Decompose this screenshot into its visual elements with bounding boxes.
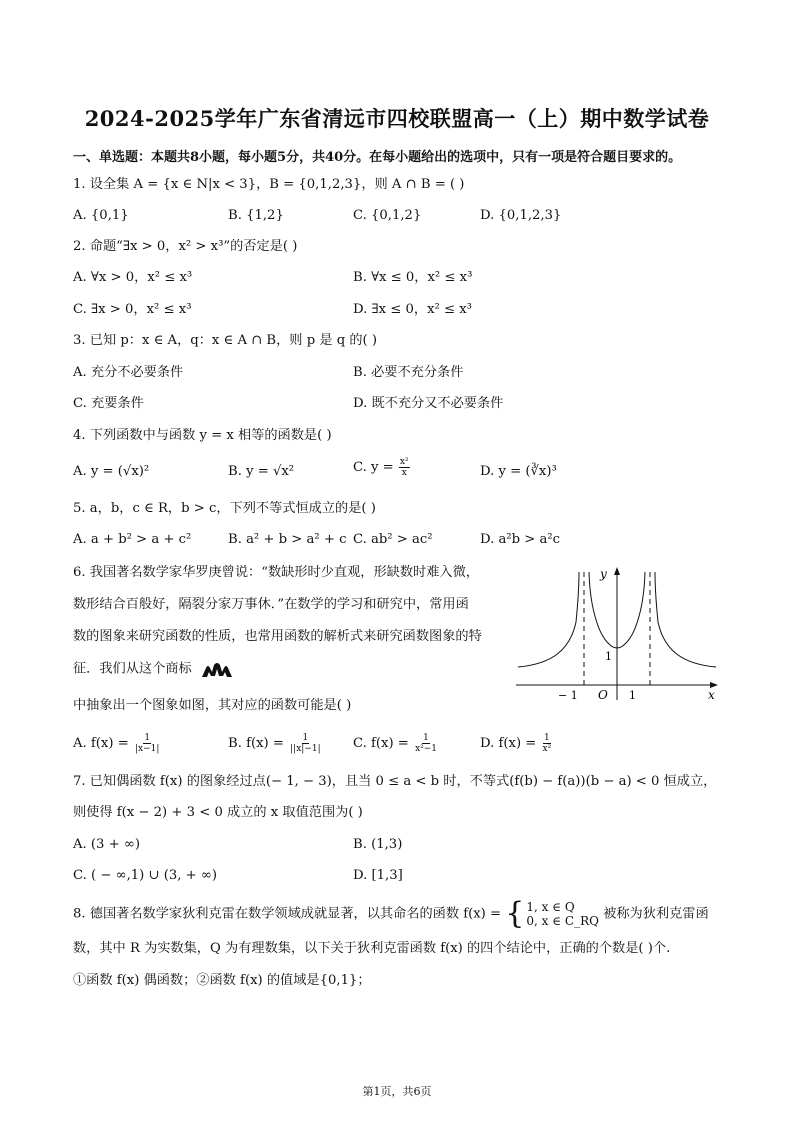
question-1-option-c: C. {0,1,2} [353, 208, 422, 223]
graph-label-origin: O [598, 688, 608, 702]
question-3-option-b: B. 必要不充分条件 [353, 365, 464, 380]
cases [526, 900, 599, 928]
question-6-option-d [480, 733, 553, 754]
question-1-stem: 1. 设全集 A = {x ∈ N|x < 3}，B = {0,1,2,3}，则 A ∩ B = ( ) [73, 177, 465, 192]
numerator: x² [399, 457, 409, 467]
option-label: D. f(x) = [480, 736, 537, 751]
graph-label-y: y [600, 567, 607, 581]
brace: { [505, 896, 525, 931]
denominator: ||x|−1| [290, 744, 321, 754]
question-6-option-b [228, 733, 323, 754]
question-2-option-b: B. ∀x ≤ 0，x² ≤ x³ [353, 270, 473, 285]
section-header: 一、单选题：本题共8小题，每小题5分，共40分。在每小题给出的选项中，只有一项是符合题目要求的。 [73, 150, 682, 165]
question-3-option-c: C. 充要条件 [73, 396, 144, 411]
question-4-stem: 4. 下列函数中与函数 y = x 相等的函数是( ) [73, 428, 332, 443]
question-1-option-d: D. {0,1,2,3} [480, 208, 562, 223]
question-5-option-b: B. a² + b > a² + c [228, 532, 347, 547]
question-6-line-4 [73, 660, 234, 679]
question-2-option-d: D. ∃x ≤ 0，x² ≤ x³ [353, 302, 472, 317]
question-3-stem: 3. 已知 p：x ∈ A，q：x ∈ A ∩ B，则 p 是 q 的( ) [73, 333, 378, 348]
case-2: 0, x ∈ C_RQ [526, 914, 599, 928]
page-footer: 第1页，共6页 [362, 1085, 432, 1098]
question-8-line-1-post: 被称为狄利克雷函 [603, 906, 709, 922]
curve-far-right [655, 572, 716, 667]
question-7-line-2: 则使得 f(x − 2) + 3 < 0 成立的 x 取值范围为( ) [73, 805, 363, 820]
denominator: x² [542, 744, 552, 754]
question-2-option-a: A. ∀x > 0，x² ≤ x³ [73, 270, 193, 285]
question-5-option-a: A. a + b² > a + c² [73, 532, 192, 547]
question-5-option-d: D. a²b > a²c [480, 532, 561, 547]
numerator: 1 [302, 733, 309, 743]
case-1: 1, x ∈ Q [526, 900, 575, 914]
question-6-line-3: 数的图象来研究函数的性质，也常用函数的解析式来研究函数图象的特 [73, 629, 482, 644]
question-3-option-d: D. 既不充分又不必要条件 [353, 396, 504, 411]
question-6-line-2: 数形结合百般好，隔裂分家万事休．”在数学的学习和研究中，常用函 [73, 597, 469, 612]
question-2-stem: 2. 命题“∃x > 0，x² > x³”的否定是( ) [73, 239, 298, 254]
numerator: 1 [544, 733, 550, 743]
denominator: |x−1| [134, 744, 160, 754]
kappa-logo-icon [200, 660, 234, 678]
y-axis-arrow-icon [614, 567, 620, 575]
fraction [542, 733, 553, 754]
piecewise-function [505, 896, 599, 931]
option-label: B. f(x) = [228, 736, 284, 751]
function-graph [512, 562, 724, 704]
numerator: 1 [144, 733, 151, 743]
denominator: x²−1 [415, 744, 438, 754]
question-7-line-1: 7. 已知偶函数 f(x) 的图象经过点(− 1, − 3)，且当 0 ≤ a < b 时，不等式(f(b) − f(a))(b − a) < 0 恒成立， [73, 774, 717, 789]
question-4-option-b: B. y = √x² [228, 464, 295, 479]
question-6-option-a [73, 733, 161, 754]
graph-label-x-one: 1 [629, 689, 636, 702]
curve-far-left [518, 572, 579, 667]
graph-label-y-one: 1 [605, 650, 612, 663]
question-1-option-a: A. {0,1} [73, 208, 129, 223]
question-5-option-c: C. ab² > ac² [353, 532, 433, 547]
question-4-option-c [353, 457, 411, 478]
question-7-option-c: C. ( − ∞,1) ∪ (3, + ∞) [73, 868, 218, 883]
question-8-line-1 [73, 896, 709, 931]
option-label: A. f(x) = [73, 736, 129, 751]
question-6-line-1: 6. 我国著名数学家华罗庚曾说：“数缺形时少直观，形缺数时难入微， [73, 565, 479, 580]
graph-label-neg-one: − 1 [558, 689, 578, 702]
question-3-option-a: A. 充分不必要条件 [73, 365, 184, 380]
fraction [134, 733, 160, 754]
question-4-option-d: D. y = (∛x)³ [480, 464, 557, 479]
question-6-line-5: 中抽象出一个图象如图，其对应的函数可能是( ) [73, 698, 352, 713]
page-title: 2024-2025学年广东省清远市四校联盟高一（上）期中数学试卷 [84, 106, 710, 131]
option-label: C. f(x) = [353, 736, 409, 751]
fraction [399, 457, 410, 478]
fraction [289, 733, 321, 754]
question-6-option-c [353, 733, 439, 754]
denominator: x [401, 468, 407, 478]
numerator: 1 [423, 733, 429, 743]
question-2-option-c: C. ∃x > 0，x² ≤ x³ [73, 302, 192, 317]
question-7-option-a: A. (3 + ∞) [73, 837, 141, 852]
question-7-option-b: B. (1,3) [353, 837, 403, 852]
question-6-line-4-text: 征．我们从这个商标 [73, 661, 192, 677]
graph-label-x: x [708, 688, 715, 702]
question-8-line-1-pre: 8. 德国著名数学家狄利克雷在数学领域成就显著，以其命名的函数 f(x) = [73, 906, 502, 922]
question-5-stem: 5. a，b，c ∈ R，b > c，下列不等式恒成立的是( ) [73, 501, 376, 516]
option-label: C. y = [353, 460, 394, 475]
question-8-line-2: 数，其中 R 为实数集，Q 为有理数集，以下关于狄利克雷函数 f(x) 的四个结论中，正确的个数是( )个. [73, 941, 671, 956]
question-7-option-d: D. [1,3] [353, 868, 403, 883]
fraction [414, 733, 438, 754]
question-4-option-a: A. y = (√x)² [73, 464, 150, 479]
question-1-option-b: B. {1,2} [228, 208, 284, 223]
question-8-line-3: ①函数 f(x) 偶函数；②函数 f(x) 的值域是{0,1}； [73, 973, 371, 988]
